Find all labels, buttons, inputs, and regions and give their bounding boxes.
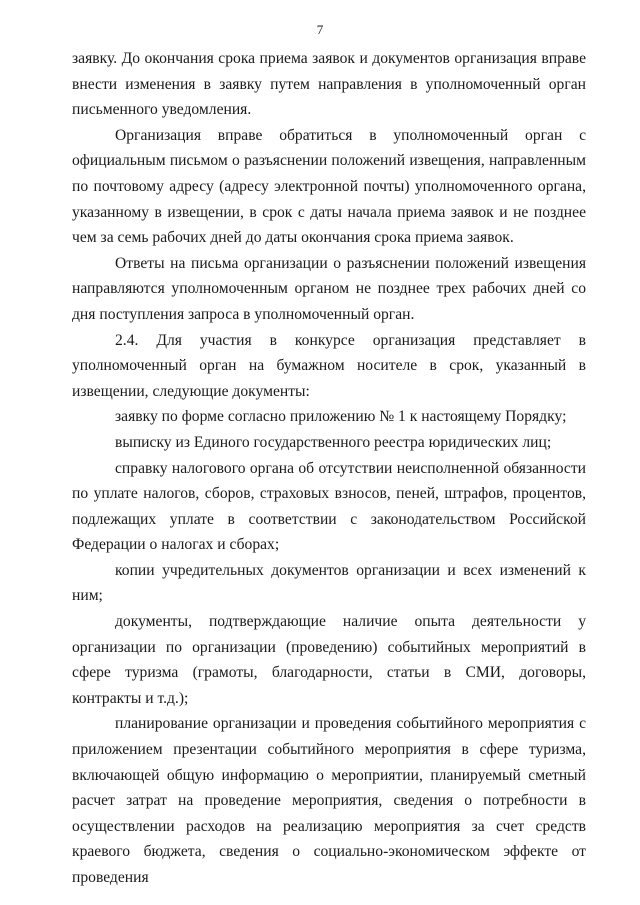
document-body xyxy=(72,46,586,891)
page-number: 7 xyxy=(316,22,324,37)
list-item-tax-certificate: справку налогового органа об отсутствии неисполненной обязанности по уплате налогов, сборов, страховых взносов, пеней, штрафов, процентов, подлежащих уплате в соответствии с законодательством Российской Федерации о налогах и сборах; xyxy=(72,459,586,554)
paragraph-clause-2-4: 2.4. Для участия в конкурсе организация представляет в уполномоченный орган на бумажном носителе в срок, указанный в извещении, следующие документы: xyxy=(72,331,586,400)
paragraph-submission-changes: заявку. До окончания срока приема заявок и документов организация вправе внести изменения в заявку путем направления в уполномоченный орган письменного уведомления. xyxy=(72,50,586,119)
list-item-founding-documents: копии учредительных документов организации и всех изменений к ним; xyxy=(72,561,586,605)
paragraph-clarification-request: Организация вправе обратиться в уполномоченный орган с официальным письмом о разъяснении положений извещения, направленным по почтовому адресу (адресу электронной почты) уполномоченного органа, указанному в извещении, в срок с даты начала приема заявок и не позднее чем за семь рабочих дней до даты окончания срока приема заявок. xyxy=(72,126,586,247)
list-item-registry-extract: выписку из Единого государственного реестра юридических лиц; xyxy=(115,433,552,451)
list-item-event-planning: планирование организации и проведения событийного мероприятия с приложением презентации событийного мероприятия в сфере туризма, включающей общую информацию о мероприятии, планируемый сметный расчет затрат на проведение мероприятия, сведения о потребности в осуществлении расходов на реализацию мероприятия за счет средств краевого бюджета, сведения о социально-экономическом эффекте от проведения xyxy=(72,715,586,886)
list-item-experience-documents: документы, подтверждающие наличие опыта деятельности у организации по организации (проведению) событийных мероприятий в сфере туризма (грамоты, благодарности, статьи в СМИ, договоры, контракты и т.д.); xyxy=(72,613,586,707)
list-item-application-form: заявку по форме согласно приложению № 1 к настоящему Порядку; xyxy=(115,408,567,426)
paragraph-clarification-answers: Ответы на письма организации о разъяснении положений извещения направляются уполномоченным органом не позднее трех рабочих дней со дня поступления запроса в уполномоченный орган. xyxy=(72,254,586,323)
